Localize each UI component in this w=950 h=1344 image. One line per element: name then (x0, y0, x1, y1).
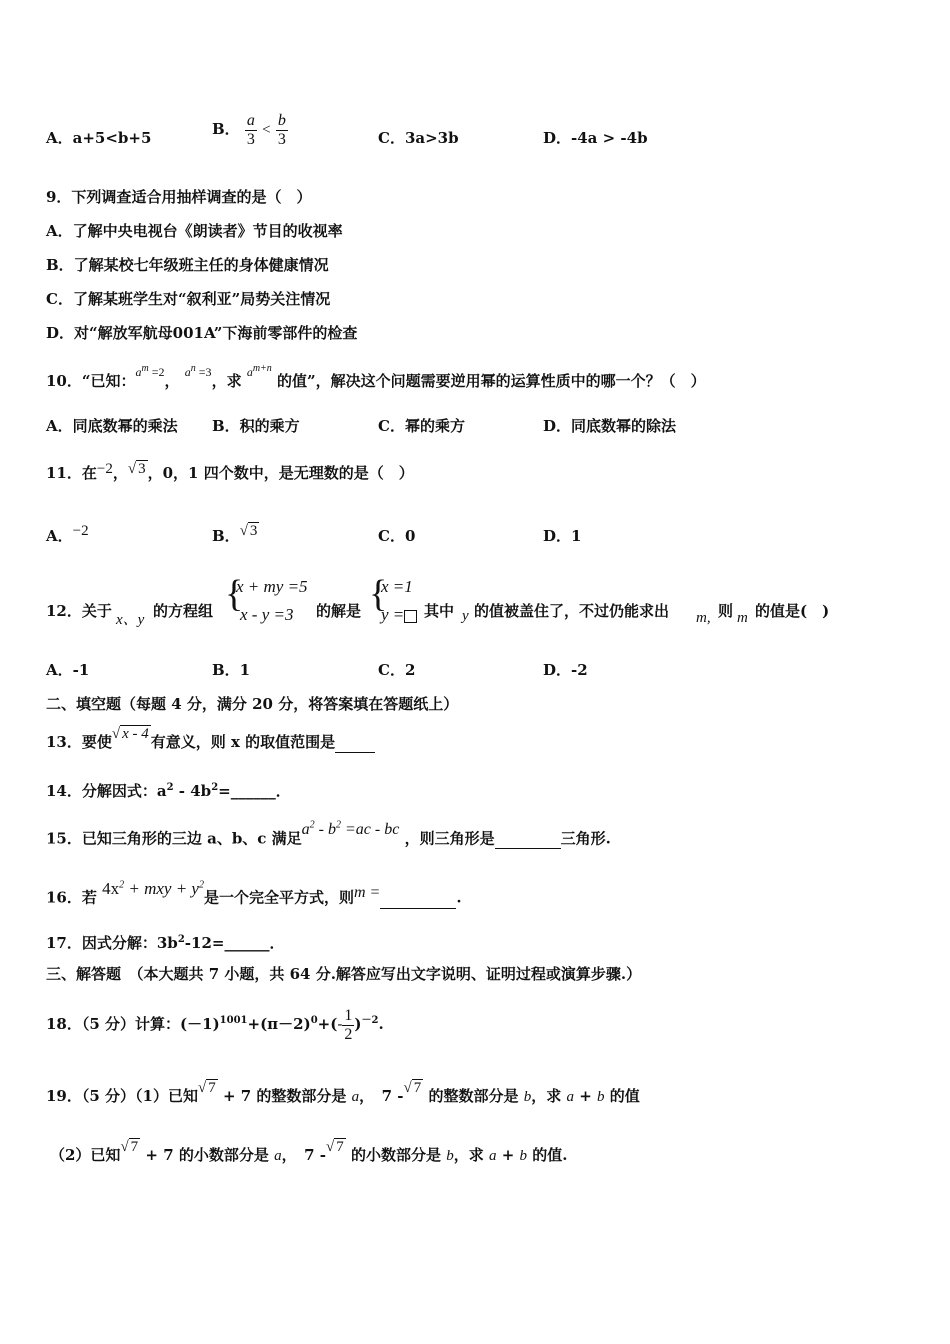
q8-c-label: C． (378, 129, 405, 147)
text-b: ， 7 - (359, 1087, 404, 1105)
text-c: 的整数部分是 (428, 1087, 519, 1105)
q15-suffix-a: ，则三角形是 (404, 829, 495, 848)
q16-prefix: 16．若 (46, 888, 97, 907)
radicand: x - 4 (122, 726, 149, 742)
q12-mid1: 的方程组 (153, 602, 214, 620)
q13-suffix: 有意义，则 x 的取值范围是 (150, 733, 336, 751)
sum-b: b (519, 1148, 527, 1164)
less-than: < (262, 122, 271, 138)
q10-option-c: C．幂的乘方 (378, 417, 465, 435)
exponent: m (141, 363, 149, 374)
q9-option-c: C．了解某班学生对“叙利亚”局势关注情况 (46, 290, 331, 308)
q8-option-b (212, 105, 288, 154)
answer-blank[interactable] (495, 828, 561, 849)
answer-blank[interactable] (335, 732, 375, 753)
q10-expr1 (136, 365, 165, 379)
section-3-heading: 三、解答题 （本大题共 7 小题，共 64 分.解答应写出文字说明、证明过程或演算步骤.） (46, 965, 642, 983)
q8-d-text: -4a > -4b (571, 129, 648, 147)
q12-prefix: 12．关于 (46, 602, 112, 620)
q11-sqrt3: √ 3 (127, 461, 146, 477)
q8-b-frac1 (245, 112, 257, 149)
covered-box (404, 610, 417, 623)
frac-numerator: b (277, 111, 286, 129)
q17-prefix: 17．因式分解：3b (46, 934, 178, 952)
frac-numerator: a (246, 111, 255, 129)
radicand: 7 (208, 1080, 216, 1096)
q9-option-b: B．了解某校七年级班主任的身体健康情况 (46, 256, 329, 274)
end: . (378, 1015, 384, 1033)
neg: - (337, 1015, 343, 1033)
sum-b: b (597, 1089, 605, 1105)
mid: ，求 (211, 372, 242, 390)
q8-c-text: 3a>3b (404, 129, 459, 147)
close: ) (354, 1015, 362, 1033)
q11-option-c: C．0 (378, 527, 416, 545)
q12-option-b: B．1 (212, 661, 251, 679)
var-a: a (351, 1089, 360, 1105)
text-b: ， 7 - (281, 1146, 326, 1164)
radicand: 3 (249, 523, 258, 539)
text-c: 的小数部分是 (350, 1146, 441, 1164)
sqrt: √ 3 (239, 523, 258, 539)
q12-eq1: x + my =5 (236, 577, 308, 596)
q10-option-a: A．同底数幂的乘法 (46, 417, 178, 435)
q8-option-d (543, 128, 648, 148)
q12-sol2 (381, 605, 417, 625)
q11-option-a (46, 523, 89, 547)
exp: 2 (211, 782, 219, 793)
sol2-text: y = (381, 605, 405, 624)
q14-line (46, 778, 291, 801)
exp: 1001 (219, 1015, 248, 1026)
radicand: 7 (130, 1139, 139, 1155)
q12-brace2: { (369, 573, 388, 615)
q12-vars: x、y (116, 612, 145, 628)
exp: 2 (119, 879, 125, 890)
q12-mid3: 其中 (424, 602, 455, 620)
q10-expr2 (185, 365, 212, 379)
frac-denominator: 3 (277, 130, 286, 148)
q8-b-frac2 (276, 112, 288, 149)
q10-stem (46, 363, 706, 392)
q14-prefix: 14．分解因式：a (46, 782, 167, 800)
text-a: + 7 的小数部分是 (145, 1146, 269, 1164)
q12-var-m1: m, (696, 610, 711, 626)
frac-denominator: 2 (344, 1025, 353, 1043)
mid: +(π－2) (247, 1015, 311, 1033)
q8-option-c (378, 128, 459, 148)
sep: ， (164, 372, 180, 390)
a: a (301, 821, 310, 839)
var-b: b (446, 1148, 454, 1164)
mid2: +( (317, 1015, 338, 1033)
term2: + mxy + y (124, 878, 199, 898)
q10-option-d: D．同底数幂的除法 (543, 417, 677, 435)
section-2-heading: 二、填空题（每题 4 分，满分 20 分，将答案填在答题纸上） (46, 695, 459, 713)
mid: - 4b (173, 782, 212, 800)
exp: 2 (177, 934, 185, 945)
q12-eq2: x - y =3 (240, 605, 294, 624)
q12-brace1: { (225, 573, 244, 615)
sqrt7: √ 7 (197, 1080, 216, 1096)
q18-line (46, 990, 384, 1055)
sqrt7: √ 7 (403, 1080, 422, 1096)
sqrt7: √ 7 (120, 1139, 139, 1155)
q12-suffix: 的值是( ) (755, 602, 830, 620)
rest: =2 (151, 365, 165, 379)
q15-prefix: 15．已知三角形的三边 a、b、c 满足 (46, 829, 302, 848)
sep: ， (112, 464, 128, 482)
q10-suffix: 的值”，解决这个问题需要逆用幂的运算性质中的哪一个？（ ） (277, 372, 706, 390)
text-d: ，求 (453, 1146, 484, 1164)
sum-a: a (566, 1089, 574, 1105)
q9-option-a: A．了解中央电视台《朗读者》节目的收视率 (46, 222, 343, 240)
sum-a: a (488, 1148, 497, 1164)
q9-stem: 9．下列调查适合用抽样调查的是（ ） (46, 188, 312, 206)
q16-line (46, 878, 462, 909)
q12-mid2: 的解是 (316, 602, 362, 620)
radicand: 7 (336, 1139, 344, 1155)
q12-var-m2: m (737, 610, 748, 626)
q12-option-c: C．2 (378, 661, 416, 679)
base: a (135, 365, 142, 379)
rest: =3 (198, 365, 212, 379)
q10-prefix: 10．“已知： (46, 372, 136, 390)
q12-mid5: 则 (718, 602, 734, 620)
rest: =ac - bc (341, 821, 400, 839)
label: A． (46, 527, 73, 545)
q12-mid4: 的值被盖住了，不过仍能求出 (474, 602, 670, 620)
q19-prefix: 19．（5 分）（1）已知 (46, 1087, 198, 1105)
q8-a-text: a+5<b+5 (72, 129, 152, 147)
q19-p2-prefix: （2）已知 (50, 1146, 121, 1164)
q12-sol1: x =1 (381, 577, 413, 596)
exponent: m+n (252, 363, 272, 374)
plus: + (579, 1087, 592, 1105)
exp: 2 (336, 820, 341, 831)
q19-part1 (46, 1080, 640, 1107)
exp: 2 (309, 820, 315, 831)
q15-expr (302, 821, 400, 838)
q18-frac (342, 1007, 354, 1044)
q11-prefix: 11．在 (46, 464, 97, 482)
q10-expr3 (247, 365, 272, 379)
q19-part2 (50, 1139, 568, 1166)
label: B． (212, 527, 240, 545)
exponent: n (190, 363, 196, 374)
frac-denominator: 3 (246, 130, 255, 148)
radicand: 3 (138, 461, 146, 477)
q10-option-b: B．积的乘方 (212, 417, 300, 435)
q18-prefix: 18．（5 分）计算：(－1) (46, 1015, 220, 1033)
text-a: + 7 的整数部分是 (222, 1087, 347, 1105)
exp: 2 (198, 879, 204, 890)
m-eq: m = (353, 883, 381, 901)
value: −2 (72, 523, 89, 539)
q11-rest: ，0，1 四个数中，是无理数的是（ ） (147, 464, 414, 482)
q16-expr (102, 879, 204, 898)
radicand: 7 (413, 1080, 422, 1096)
q14-suffix: =______． (218, 782, 291, 800)
text-e: 的值. (532, 1146, 568, 1164)
exp: 2 (166, 782, 174, 793)
sqrt7: √ 7 (325, 1139, 344, 1155)
q11-option-b (212, 523, 259, 547)
base: a (246, 365, 253, 379)
q8-option-a (46, 128, 151, 148)
q12-option-d: D．-2 (543, 661, 588, 679)
q13-sqrt: √ x - 4 (111, 726, 149, 742)
q13-line (46, 726, 375, 753)
q13-prefix: 13．要使 (46, 733, 112, 751)
frac-numerator: 1 (344, 1006, 353, 1024)
q17-suffix: -12=______． (184, 934, 285, 952)
exp: 0 (310, 1015, 318, 1026)
q16-suffix: . (456, 888, 462, 907)
q8-a-label: A． (46, 129, 73, 147)
mid: - b (314, 821, 336, 839)
q15-line (46, 820, 611, 849)
q11-option-d: D．1 (543, 527, 582, 545)
answer-blank[interactable] (380, 888, 456, 909)
text-d: ，求 (531, 1087, 562, 1105)
q8-b-label: B． (212, 120, 240, 138)
q12-var-y: y (462, 608, 469, 624)
base: a (184, 365, 191, 379)
plus: + (501, 1146, 515, 1164)
var-a: a (274, 1148, 282, 1164)
q17-line (46, 930, 284, 953)
var-b: b (523, 1089, 532, 1105)
exp: －2 (361, 1015, 379, 1026)
q11-stem (46, 463, 414, 484)
q8-d-label: D． (543, 129, 572, 147)
q9-option-d: D．对“解放军航母001A”下海前零部件的检查 (46, 324, 358, 342)
q16-mid: 是一个完全平方式，则 (203, 888, 354, 907)
q15-suffix-b: 三角形. (560, 829, 611, 848)
term1: 4x (102, 878, 120, 898)
text-e: 的值 (609, 1087, 640, 1105)
q12-option-a: A．-1 (46, 661, 90, 679)
q11-neg-two: −2 (96, 461, 113, 477)
